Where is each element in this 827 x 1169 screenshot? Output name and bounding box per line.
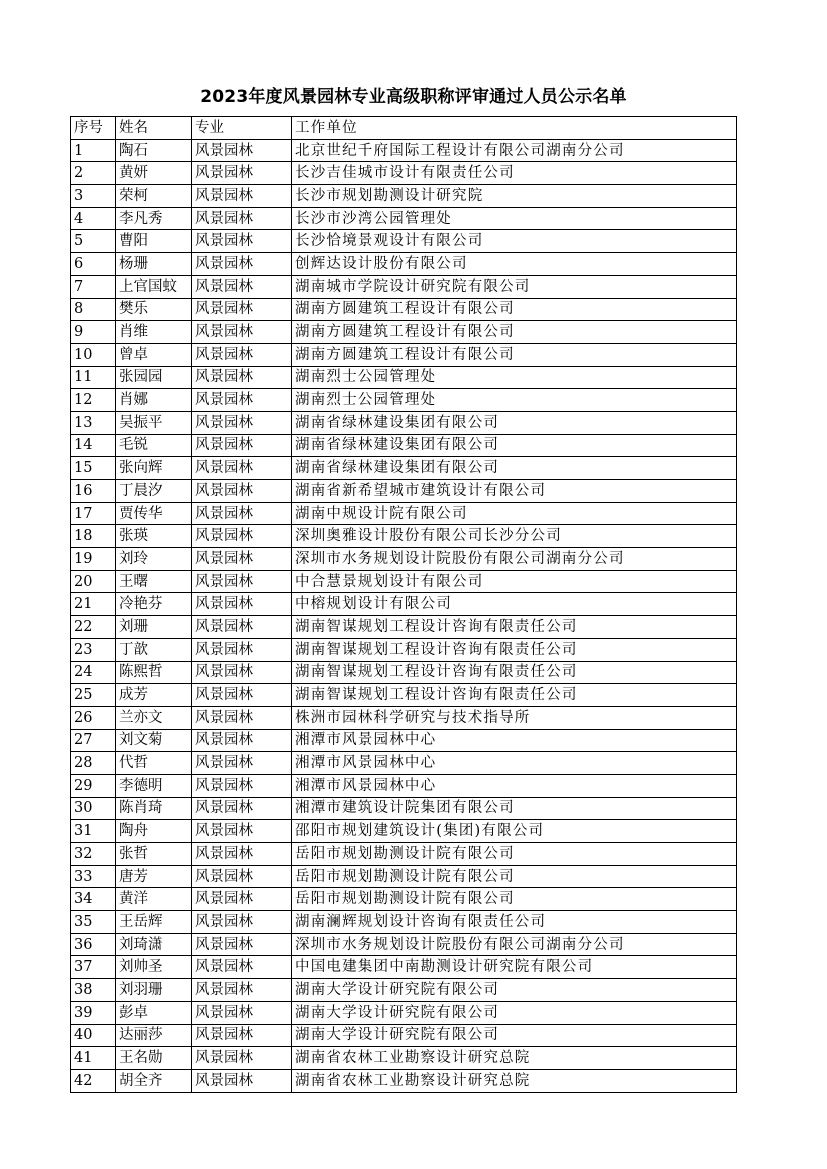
cell-no: 37: [71, 956, 116, 979]
cell-unit: 湖南省绿林建设集团有限公司: [292, 411, 737, 434]
cell-no: 34: [71, 888, 116, 911]
cell-no: 19: [71, 548, 116, 571]
table-row: [71, 956, 737, 979]
cell-name: 冷艳芬: [116, 593, 192, 616]
document-title: 2023年度风景园林专业高级职称评审通过人员公示名单: [200, 87, 627, 107]
cell-name: 樊乐: [116, 298, 192, 321]
cell-name: 张园园: [116, 366, 192, 389]
cell-no: 14: [71, 434, 116, 457]
cell-major: 风景园林: [192, 638, 292, 661]
cell-major: 风景园林: [192, 570, 292, 593]
table-row: [71, 774, 737, 797]
cell-unit: 深圳市水务规划设计院股份有限公司湖南分公司: [292, 933, 737, 956]
cell-no: 12: [71, 389, 116, 412]
cell-name: 代哲: [116, 752, 192, 775]
cell-no: 17: [71, 502, 116, 525]
cell-unit: 长沙恰境景观设计有限公司: [292, 230, 737, 253]
cell-major: 风景园林: [192, 548, 292, 571]
cell-unit: 岳阳市规划勘测设计院有限公司: [292, 888, 737, 911]
cell-unit: 湖南智谋规划工程设计咨询有限责任公司: [292, 616, 737, 639]
cell-no: 29: [71, 774, 116, 797]
cell-no: 18: [71, 525, 116, 548]
cell-major: 风景园林: [192, 139, 292, 162]
cell-major: 风景园林: [192, 593, 292, 616]
cell-unit: 长沙吉佳城市设计有限责任公司: [292, 162, 737, 185]
cell-no: 7: [71, 275, 116, 298]
cell-no: 26: [71, 706, 116, 729]
table-row: [71, 1001, 737, 1024]
cell-name: 丁晨汐: [116, 480, 192, 503]
cell-major: 风景园林: [192, 933, 292, 956]
cell-unit: 湘潭市风景园林中心: [292, 774, 737, 797]
cell-name: 荣柯: [116, 185, 192, 208]
cell-major: 风景园林: [192, 457, 292, 480]
cell-name: 张哲: [116, 843, 192, 866]
cell-name: 毛锐: [116, 434, 192, 457]
cell-name: 刘琦潇: [116, 933, 192, 956]
table-row: [71, 888, 737, 911]
cell-no: 9: [71, 321, 116, 344]
cell-name: 刘帅圣: [116, 956, 192, 979]
cell-no: 30: [71, 797, 116, 820]
table-row: [71, 570, 737, 593]
cell-unit: 湖南澜辉规划设计咨询有限责任公司: [292, 911, 737, 934]
table-row: [71, 343, 737, 366]
cell-unit: 湖南省农林工业勘察设计研究总院: [292, 1069, 737, 1092]
table-row: [71, 366, 737, 389]
cell-major: 风景园林: [192, 729, 292, 752]
cell-name: 王名勋: [116, 1047, 192, 1070]
cell-unit: 邵阳市规划建筑设计(集团)有限公司: [292, 820, 737, 843]
table-row: [71, 434, 737, 457]
cell-name: 张向辉: [116, 457, 192, 480]
cell-no: 21: [71, 593, 116, 616]
cell-name: 胡全齐: [116, 1069, 192, 1092]
cell-unit: 长沙市沙湾公园管理处: [292, 207, 737, 230]
table-row: [71, 139, 737, 162]
cell-name: 刘羽珊: [116, 979, 192, 1002]
cell-major: 风景园林: [192, 207, 292, 230]
cell-no: 32: [71, 843, 116, 866]
cell-major: 风景园林: [192, 843, 292, 866]
cell-no: 39: [71, 1001, 116, 1024]
cell-unit: 湖南中规设计院有限公司: [292, 502, 737, 525]
table-row: [71, 230, 737, 253]
cell-major: 风景园林: [192, 661, 292, 684]
column-header-name: 姓名: [116, 117, 192, 140]
cell-unit: 湘潭市建筑设计院集团有限公司: [292, 797, 737, 820]
cell-unit: 深圳市水务规划设计院股份有限公司湖南分公司: [292, 548, 737, 571]
cell-unit: 湖南烈士公园管理处: [292, 366, 737, 389]
cell-no: 36: [71, 933, 116, 956]
cell-no: 35: [71, 911, 116, 934]
cell-unit: 湖南方圆建筑工程设计有限公司: [292, 343, 737, 366]
cell-unit: 湖南方圆建筑工程设计有限公司: [292, 298, 737, 321]
table-row: [71, 729, 737, 752]
table-row: [71, 1024, 737, 1047]
cell-unit: 湖南智谋规划工程设计咨询有限责任公司: [292, 684, 737, 707]
cell-no: 28: [71, 752, 116, 775]
table-row: [71, 548, 737, 571]
cell-unit: 岳阳市规划勘测设计院有限公司: [292, 843, 737, 866]
cell-unit: 湖南大学设计研究院有限公司: [292, 979, 737, 1002]
cell-name: 陶舟: [116, 820, 192, 843]
cell-name: 陈熙哲: [116, 661, 192, 684]
cell-no: 25: [71, 684, 116, 707]
cell-unit: 湘潭市风景园林中心: [292, 729, 737, 752]
table-row: [71, 752, 737, 775]
table-row: [71, 275, 737, 298]
cell-major: 风景园林: [192, 1047, 292, 1070]
cell-name: 贾传华: [116, 502, 192, 525]
cell-unit: 湘潭市风景园林中心: [292, 752, 737, 775]
table-row: [71, 661, 737, 684]
cell-no: 22: [71, 616, 116, 639]
cell-name: 王曙: [116, 570, 192, 593]
table-row: [71, 207, 737, 230]
table-row: [71, 843, 737, 866]
cell-name: 唐芳: [116, 865, 192, 888]
cell-no: 24: [71, 661, 116, 684]
table-row: [71, 593, 737, 616]
cell-major: 风景园林: [192, 1024, 292, 1047]
cell-no: 15: [71, 457, 116, 480]
cell-unit: 湖南大学设计研究院有限公司: [292, 1001, 737, 1024]
cell-no: 20: [71, 570, 116, 593]
cell-name: 黄洋: [116, 888, 192, 911]
cell-major: 风景园林: [192, 343, 292, 366]
cell-no: 31: [71, 820, 116, 843]
roster-table-body: [71, 139, 737, 1092]
cell-no: 11: [71, 366, 116, 389]
table-row: [71, 185, 737, 208]
cell-major: 风景园林: [192, 480, 292, 503]
cell-no: 38: [71, 979, 116, 1002]
table-row: [71, 321, 737, 344]
table-row: [71, 457, 737, 480]
table-row: [71, 820, 737, 843]
cell-no: 6: [71, 253, 116, 276]
cell-major: 风景园林: [192, 411, 292, 434]
table-row: [71, 502, 737, 525]
cell-major: 风景园林: [192, 389, 292, 412]
cell-no: 8: [71, 298, 116, 321]
cell-unit: 中合慧景规划设计有限公司: [292, 570, 737, 593]
cell-name: 肖娜: [116, 389, 192, 412]
cell-unit: 中榕规划设计有限公司: [292, 593, 737, 616]
cell-major: 风景园林: [192, 979, 292, 1002]
cell-name: 张瑛: [116, 525, 192, 548]
cell-name: 丁歆: [116, 638, 192, 661]
cell-no: 13: [71, 411, 116, 434]
cell-major: 风景园林: [192, 956, 292, 979]
cell-major: 风景园林: [192, 434, 292, 457]
cell-no: 3: [71, 185, 116, 208]
cell-no: 40: [71, 1024, 116, 1047]
cell-name: 达丽莎: [116, 1024, 192, 1047]
cell-unit: 湖南城市学院设计研究院有限公司: [292, 275, 737, 298]
cell-name: 陶石: [116, 139, 192, 162]
cell-no: 5: [71, 230, 116, 253]
cell-major: 风景园林: [192, 230, 292, 253]
cell-major: 风景园林: [192, 865, 292, 888]
cell-no: 42: [71, 1069, 116, 1092]
table-row: [71, 162, 737, 185]
column-header-no: 序号: [71, 117, 116, 140]
cell-major: 风景园林: [192, 298, 292, 321]
cell-unit: 湖南省绿林建设集团有限公司: [292, 457, 737, 480]
cell-unit: 湖南大学设计研究院有限公司: [292, 1024, 737, 1047]
cell-major: 风景园林: [192, 797, 292, 820]
table-row: [71, 411, 737, 434]
cell-no: 33: [71, 865, 116, 888]
cell-name: 王岳辉: [116, 911, 192, 934]
cell-unit: 湖南省农林工业勘察设计研究总院: [292, 1047, 737, 1070]
cell-no: 2: [71, 162, 116, 185]
cell-no: 23: [71, 638, 116, 661]
cell-unit: 湖南省绿林建设集团有限公司: [292, 434, 737, 457]
cell-major: 风景园林: [192, 616, 292, 639]
cell-name: 黄妍: [116, 162, 192, 185]
cell-name: 陈肖琦: [116, 797, 192, 820]
cell-major: 风景园林: [192, 162, 292, 185]
cell-unit: 长沙市规划勘测设计研究院: [292, 185, 737, 208]
cell-major: 风景园林: [192, 888, 292, 911]
cell-name: 曾卓: [116, 343, 192, 366]
cell-name: 杨珊: [116, 253, 192, 276]
cell-major: 风景园林: [192, 752, 292, 775]
cell-name: 李凡秀: [116, 207, 192, 230]
cell-unit: 湖南省新希望城市建筑设计有限公司: [292, 480, 737, 503]
table-row: [71, 638, 737, 661]
cell-unit: 湖南智谋规划工程设计咨询有限责任公司: [292, 638, 737, 661]
roster-table: [70, 116, 737, 1093]
cell-major: 风景园林: [192, 366, 292, 389]
cell-name: 成芳: [116, 684, 192, 707]
cell-name: 兰亦文: [116, 706, 192, 729]
cell-name: 刘文菊: [116, 729, 192, 752]
cell-major: 风景园林: [192, 774, 292, 797]
cell-no: 27: [71, 729, 116, 752]
table-row: [71, 684, 737, 707]
table-row: [71, 1047, 737, 1070]
cell-name: 刘玲: [116, 548, 192, 571]
table-row: [71, 797, 737, 820]
cell-name: 肖维: [116, 321, 192, 344]
cell-unit: 北京世纪千府国际工程设计有限公司湖南分公司: [292, 139, 737, 162]
table-row: [71, 911, 737, 934]
cell-major: 风景园林: [192, 820, 292, 843]
cell-unit: 创辉达设计股份有限公司: [292, 253, 737, 276]
table-row: [71, 298, 737, 321]
cell-no: 1: [71, 139, 116, 162]
table-row: [71, 865, 737, 888]
table-row: [71, 616, 737, 639]
cell-major: 风景园林: [192, 321, 292, 344]
cell-unit: 湖南方圆建筑工程设计有限公司: [292, 321, 737, 344]
cell-major: 风景园林: [192, 684, 292, 707]
table-row: [71, 933, 737, 956]
cell-name: 吴振平: [116, 411, 192, 434]
cell-major: 风景园林: [192, 275, 292, 298]
table-row: [71, 525, 737, 548]
cell-unit: 株洲市园林科学研究与技术指导所: [292, 706, 737, 729]
table-row: [71, 979, 737, 1002]
cell-major: 风景园林: [192, 706, 292, 729]
cell-unit: 中国电建集团中南勘测设计研究院有限公司: [292, 956, 737, 979]
cell-major: 风景园林: [192, 185, 292, 208]
table-row: [71, 389, 737, 412]
cell-name: 上官国蚊: [116, 275, 192, 298]
cell-no: 41: [71, 1047, 116, 1070]
cell-no: 10: [71, 343, 116, 366]
cell-major: 风景园林: [192, 253, 292, 276]
table-row: [71, 253, 737, 276]
table-row: [71, 480, 737, 503]
cell-major: 风景园林: [192, 1001, 292, 1024]
table-row: [71, 1069, 737, 1092]
cell-major: 风景园林: [192, 911, 292, 934]
roster-table-head: [71, 117, 737, 140]
cell-major: 风景园林: [192, 502, 292, 525]
cell-unit: 湖南智谋规划工程设计咨询有限责任公司: [292, 661, 737, 684]
header-row: [71, 117, 737, 140]
cell-unit: 湖南烈士公园管理处: [292, 389, 737, 412]
column-header-unit: 工作单位: [292, 117, 737, 140]
table-row: [71, 706, 737, 729]
cell-name: 刘珊: [116, 616, 192, 639]
cell-major: 风景园林: [192, 1069, 292, 1092]
cell-major: 风景园林: [192, 525, 292, 548]
cell-unit: 岳阳市规划勘测设计院有限公司: [292, 865, 737, 888]
column-header-major: 专业: [192, 117, 292, 140]
cell-name: 彭卓: [116, 1001, 192, 1024]
cell-name: 曹阳: [116, 230, 192, 253]
cell-no: 16: [71, 480, 116, 503]
cell-unit: 深圳奥雅设计股份有限公司长沙分公司: [292, 525, 737, 548]
cell-name: 李德明: [116, 774, 192, 797]
cell-no: 4: [71, 207, 116, 230]
